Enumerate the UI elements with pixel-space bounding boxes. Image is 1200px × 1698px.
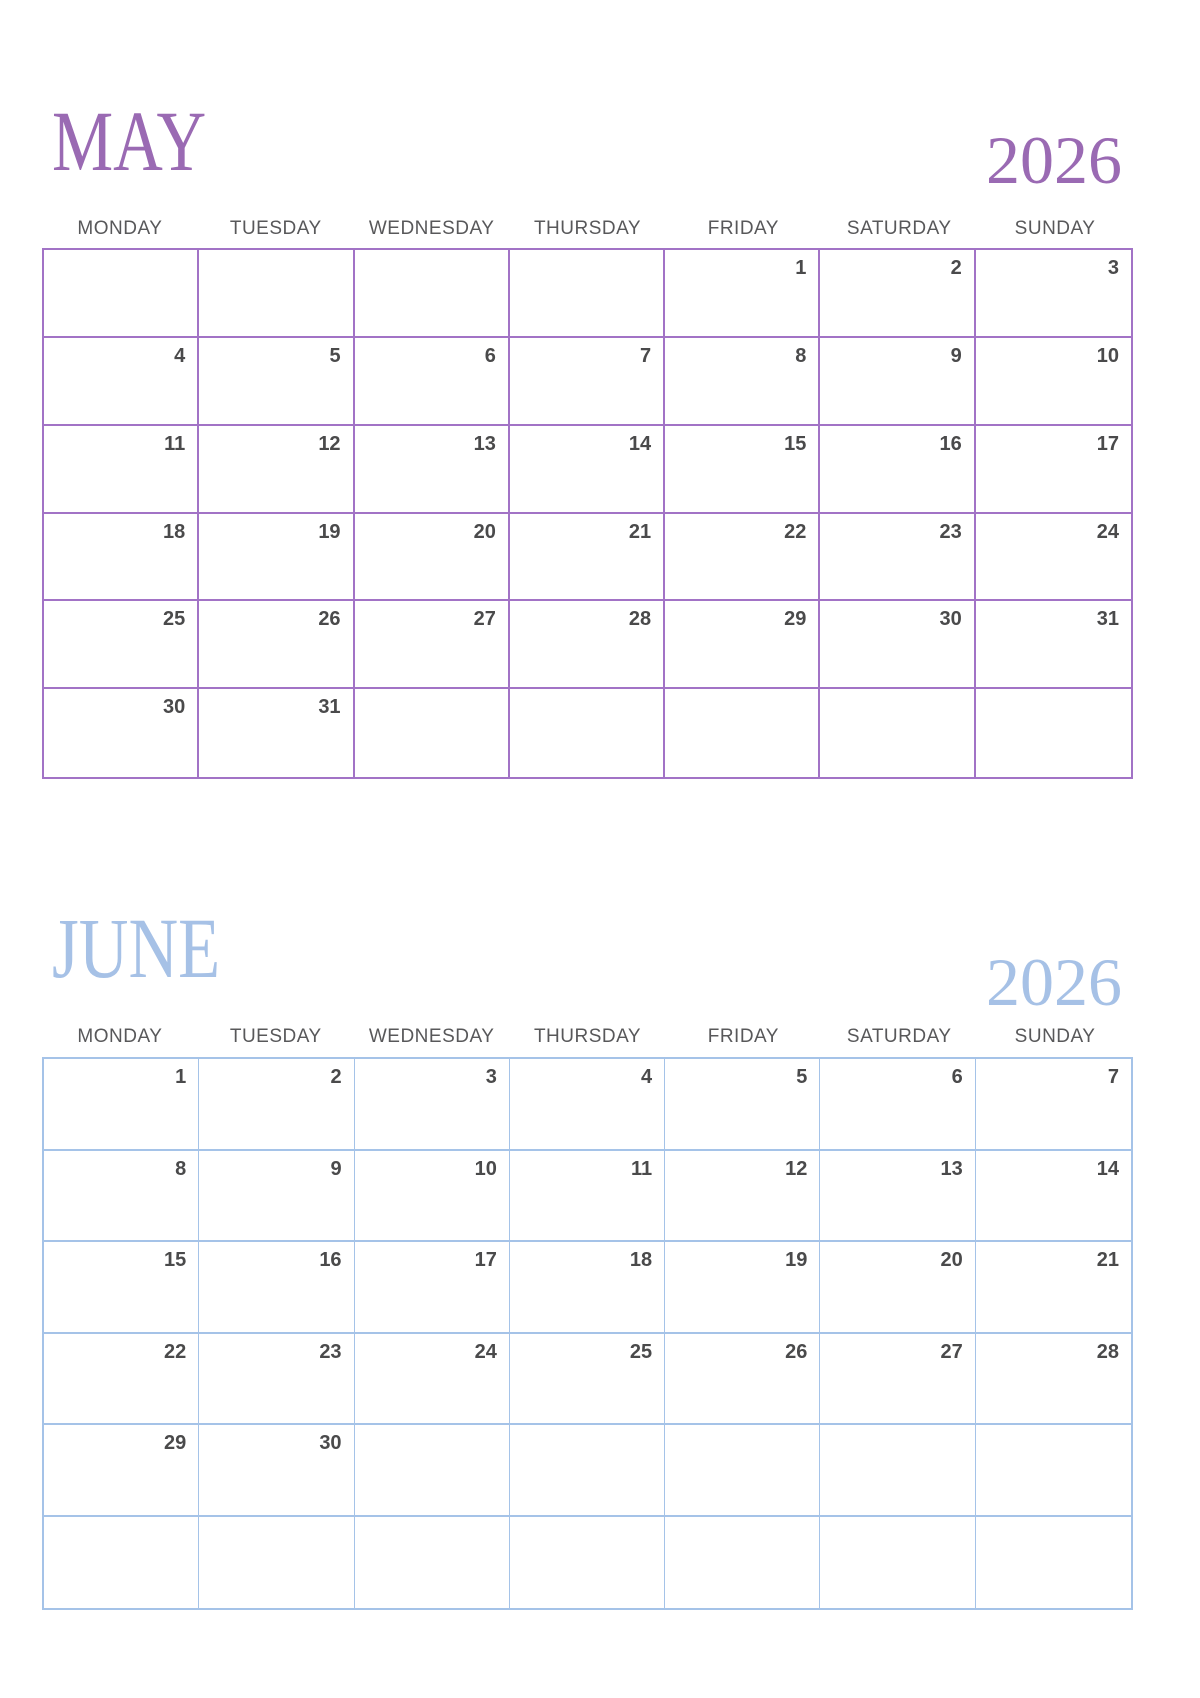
calendar-cell — [44, 1517, 199, 1609]
calendar-cell — [665, 1151, 820, 1243]
day-number: 28 — [628, 608, 652, 631]
calendar-cell — [510, 1151, 665, 1243]
calendar-cell — [510, 1242, 665, 1334]
day-number: 28 — [1096, 1340, 1119, 1363]
day-number: 21 — [1096, 1249, 1119, 1271]
day-number: 23 — [319, 1340, 342, 1363]
day-number: 22 — [784, 520, 807, 543]
day-number: 22 — [164, 1340, 187, 1363]
weekday-label-sunday: SUNDAY — [1014, 218, 1096, 239]
day-number: 30 — [163, 696, 186, 719]
day-number: 18 — [629, 1249, 653, 1271]
calendar-cell — [665, 1517, 820, 1609]
day-number: 4 — [174, 344, 186, 367]
calendar-cell — [665, 1242, 820, 1334]
calendar-cell — [820, 1425, 975, 1517]
calendar-cell — [820, 1059, 975, 1151]
calendar-cell — [976, 1425, 1131, 1517]
day-number: 10 — [1096, 344, 1119, 367]
calendar-cell — [820, 1517, 975, 1609]
calendar-cell — [355, 1151, 510, 1243]
day-number: 11 — [164, 432, 186, 455]
day-number: 15 — [784, 432, 807, 455]
calendar-cell — [820, 1334, 975, 1426]
day-number: 11 — [630, 1157, 653, 1180]
calendar-cell — [44, 1242, 199, 1334]
weekday-label-friday: FRIDAY — [707, 218, 779, 239]
calendar-cell — [199, 1242, 354, 1334]
day-number: 20 — [940, 1249, 963, 1271]
day-number: 2 — [950, 257, 962, 279]
day-number: 21 — [628, 520, 652, 543]
calendar-cell — [665, 1334, 820, 1426]
weekday-label-tuesday: TUESDAY — [229, 218, 322, 239]
day-number: 26 — [318, 608, 341, 631]
day-number: 16 — [319, 1249, 342, 1271]
calendar-cell — [976, 1242, 1131, 1334]
weekday-header-row — [42, 1022, 1133, 1052]
day-number: 20 — [473, 520, 496, 543]
calendar-cell — [510, 1425, 665, 1517]
calendar-cell — [976, 1059, 1131, 1151]
weekday-label-thursday: THURSDAY — [533, 218, 642, 239]
day-number: 13 — [473, 432, 496, 455]
day-number: 10 — [474, 1157, 497, 1180]
day-number: 4 — [641, 1066, 653, 1088]
day-number: 2 — [330, 1066, 342, 1088]
weekday-label-sunday: SUNDAY — [1014, 1026, 1096, 1047]
calendar-cell — [665, 1059, 820, 1151]
calendar-cell — [510, 1059, 665, 1151]
day-number: 6 — [951, 1066, 963, 1088]
calendar-cell — [355, 1425, 510, 1517]
calendar-cell — [44, 1151, 199, 1243]
day-number: 30 — [319, 1432, 342, 1454]
day-number: 25 — [629, 1340, 653, 1363]
weekday-label-saturday: SATURDAY — [846, 1026, 952, 1047]
day-number: 24 — [1096, 520, 1119, 543]
day-number: 3 — [485, 1066, 497, 1088]
month-year: 2026 — [986, 122, 1122, 198]
weekday-label-wednesday: WEDNESDAY — [368, 218, 495, 239]
day-number: 31 — [1096, 608, 1119, 631]
day-number: 13 — [940, 1157, 963, 1180]
calendar-cell — [355, 1059, 510, 1151]
day-number: 8 — [795, 344, 807, 367]
day-number: 29 — [784, 608, 807, 631]
day-number: 17 — [1096, 432, 1119, 455]
calendar-cell — [976, 1151, 1131, 1243]
calendar-cell — [510, 1334, 665, 1426]
calendar-cell — [355, 1242, 510, 1334]
day-number: 9 — [950, 344, 962, 367]
weekday-label-wednesday: WEDNESDAY — [368, 1026, 495, 1047]
weekday-label-saturday: SATURDAY — [846, 218, 952, 239]
calendar-cell — [820, 1151, 975, 1243]
weekday-label-thursday: THURSDAY — [533, 1026, 642, 1047]
calendar-grid — [42, 1057, 1133, 1610]
day-number: 3 — [1107, 257, 1119, 279]
day-number: 18 — [163, 520, 186, 543]
weekday-label-friday: FRIDAY — [707, 1026, 779, 1047]
calendar-cell — [199, 1151, 354, 1243]
day-number: 7 — [640, 344, 652, 367]
day-number: 5 — [796, 1066, 808, 1088]
day-number: 9 — [330, 1157, 342, 1180]
calendar-cell — [510, 1517, 665, 1609]
calendar-cell — [44, 1059, 199, 1151]
day-number: 1 — [795, 257, 807, 279]
day-number: 15 — [164, 1249, 187, 1271]
calendar-cell — [199, 1334, 354, 1426]
day-number: 5 — [329, 344, 341, 367]
day-number: 30 — [939, 608, 962, 631]
weekday-label-tuesday: TUESDAY — [229, 1026, 322, 1047]
day-number: 17 — [474, 1249, 497, 1271]
month-title: MAY — [52, 93, 207, 189]
day-number: 19 — [318, 520, 341, 543]
day-number: 29 — [164, 1432, 187, 1454]
calendar-cell — [44, 1425, 199, 1517]
day-number: 12 — [785, 1157, 808, 1180]
day-number: 26 — [785, 1340, 808, 1363]
day-number: 14 — [628, 432, 652, 455]
day-number: 25 — [163, 608, 186, 631]
day-number: 6 — [484, 344, 496, 367]
calendar-cell — [665, 1425, 820, 1517]
calendar-cell — [355, 1334, 510, 1426]
calendar-cell — [820, 1242, 975, 1334]
day-number: 27 — [940, 1340, 963, 1363]
calendar-cell — [199, 1059, 354, 1151]
weekday-label-monday: MONDAY — [77, 218, 163, 239]
calendar-cell — [976, 1517, 1131, 1609]
day-number: 27 — [473, 608, 496, 631]
day-number: 12 — [318, 432, 341, 455]
calendar-cell — [355, 1517, 510, 1609]
day-number: 19 — [785, 1249, 808, 1271]
calendar-cell — [44, 1334, 199, 1426]
calendar-cell — [976, 1334, 1131, 1426]
day-number: 16 — [939, 432, 962, 455]
day-number: 14 — [1096, 1157, 1119, 1180]
day-number: 7 — [1107, 1066, 1119, 1088]
month-year: 2026 — [986, 944, 1122, 1020]
day-number: 23 — [939, 520, 962, 543]
weekday-label-monday: MONDAY — [77, 1026, 163, 1047]
day-number: 8 — [175, 1157, 187, 1180]
day-number: 24 — [474, 1340, 497, 1363]
month-title: JUNE — [52, 900, 221, 996]
day-number: 1 — [175, 1066, 187, 1088]
day-number: 31 — [318, 696, 341, 719]
calendar-cell — [199, 1517, 354, 1609]
calendar-cell — [199, 1425, 354, 1517]
